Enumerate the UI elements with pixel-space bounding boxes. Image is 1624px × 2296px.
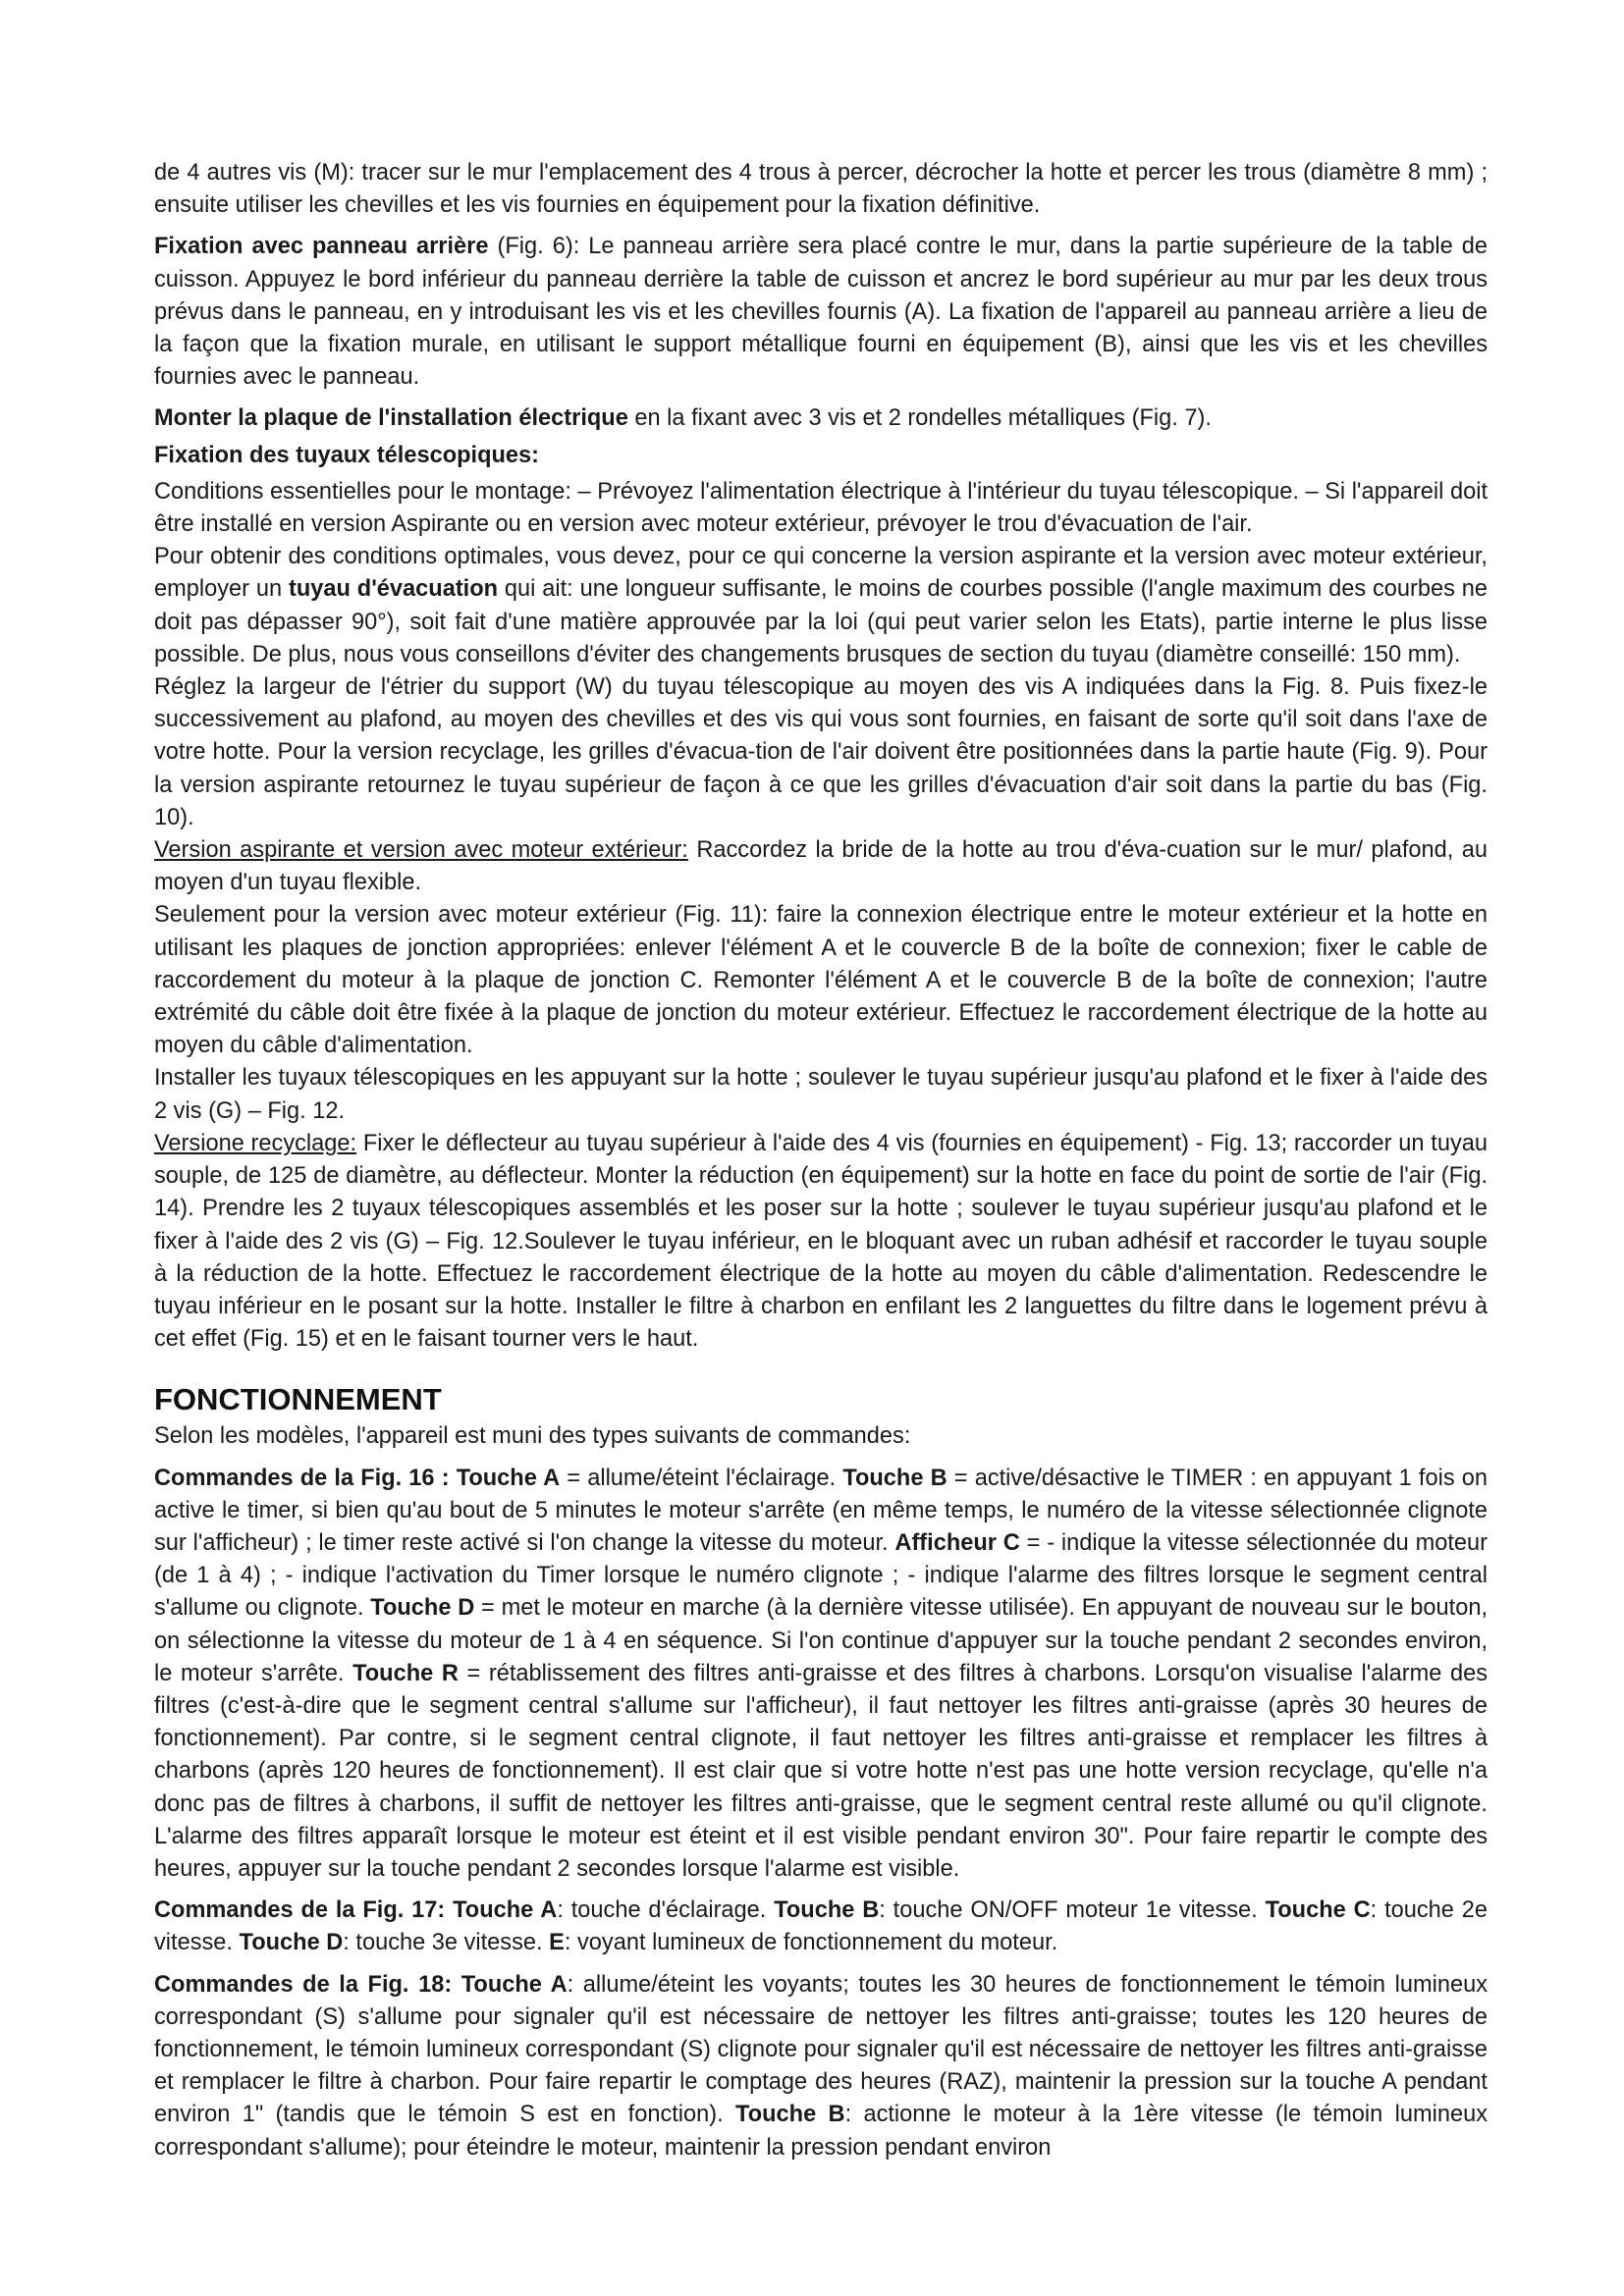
exhaust-pipe-after: qui ait: une longueur suffisante, le moins de courbes possible (l'angle maximum des courbes ne doit pas dépasser 90°), soit fait d'une matière approuvée par la loi (qui peut varier selon les Etats), partie interne le plus lisse possible. De plus, nous vous conseillons d'éviter des changements brusques de section du tuyau (diamètre conseillé: 150 mm). bbox=[154, 576, 1489, 667]
paragraph-install-pipes: Installer les tuyaux télescopiques en les appuyant sur la hotte ; soulever le tuyau supérieur jusqu'au plafond et le fixer à l'aide des 2 vis (G) – Fig. 12. bbox=[154, 1065, 1488, 1124]
fig17-text-e: : voyant lumineux de fonctionnement du moteur. bbox=[564, 1930, 1058, 1956]
paragraph-fig18-controls bbox=[154, 1969, 1488, 2164]
recycling-version-label: Versione recyclage: bbox=[154, 1130, 357, 1156]
electrical-plate-text: en la fixant avec 3 vis et 2 rondelles métalliques (Fig. 7). bbox=[627, 405, 1212, 432]
fig17-e: E bbox=[549, 1930, 565, 1956]
paragraph-fig16-controls bbox=[154, 1463, 1488, 1887]
fig18-text-a: : allume/éteint les voyants; toutes les 30 heures de fonctionnement le témoin lumineux correspondant (S) s'allume pour signaler qu'il est nécessaire de nettoyer les filtres anti-graisse; toutes les 120 heures de fonctionnement, le témoin lumineux correspondant (S) clignote pour signaler qu'il est nécessaire de nettoyer les filtres anti-graisse et remplacer le filtre à charbon. Pour faire repartir le comptage des heures (RAZ), maintenir la pression sur la touche A pendant environ 1" (tandis que le témoin S est en fonction). bbox=[154, 1971, 1488, 2128]
section-title: FONCTIONNEMENT bbox=[154, 1382, 442, 1417]
fig17-text-d: : touche 3e vitesse. bbox=[343, 1930, 550, 1956]
paragraph-aspirating-version bbox=[154, 834, 1488, 899]
fig16-text-d: = met le moteur en marche (à la dernière vitesse utilisée). En appuyant de nouveau sur le bouton, on sélectionne la vitesse du moteur de 1 à 4 en séquence. Si l'on continue d'appuyer sur la touche pendant 2 secondes environ, le moteur s'arrête. bbox=[154, 1595, 1489, 1686]
paragraph-external-motor: Seulement pour la version avec moteur extérieur (Fig. 11): faire la connexion électrique entre le moteur extérieur et la hotte en utilisant les plaques de jonction appropriées: enlever l'élément A et le couvercle B de la boîte de connexion; fixer le cable de raccordement du moteur à la plaque de jonction C. Remonter l'élément A et le couvercle B de la boîte de connexion; l'autre extrémité du câble doit être fixée à la plaque de jonction du moteur extérieur. Effectuez le raccordement électrique de la hotte au moyen du câble d'alimentation. bbox=[154, 902, 1488, 1059]
fig18-text-b: : actionne le moteur à la 1ère vitesse (le témoin lumineux correspondant s'allume); pour éteindre le moteur, maintenir la pression pendant environ bbox=[154, 2102, 1489, 2161]
paragraph-recycling-version bbox=[154, 1128, 1488, 1356]
paragraph-intro: Selon les modèles, l'appareil est muni des types suivants de commandes: bbox=[154, 1423, 911, 1450]
fig17-touche-c: Touche C bbox=[1265, 1897, 1371, 1924]
paragraph-electrical-plate bbox=[154, 402, 1488, 435]
document-page bbox=[154, 157, 1488, 2164]
fig16-text-a: = allume/éteint l'éclairage. bbox=[560, 1465, 843, 1491]
fig16-afficheur-c: Afficheur C bbox=[894, 1529, 1020, 1556]
paragraph-exhaust-pipe bbox=[154, 541, 1488, 671]
aspirating-version-text: Raccordez la bride de la hotte au trou d'éva-cuation sur le mur/ plafond, au moyen d'un tuyau flexible. bbox=[154, 837, 1488, 896]
fig16-touche-b: Touche B bbox=[842, 1465, 947, 1491]
fig17-label: Commandes de la Fig. 17: Touche A bbox=[154, 1897, 558, 1924]
exhaust-pipe-bold: tuyau d'évacuation bbox=[289, 576, 499, 603]
fig18-label: Commandes de la Fig. 18: Touche A bbox=[154, 1971, 568, 1998]
aspirating-version-label: Version aspirante et version avec moteur extérieur: bbox=[154, 837, 688, 864]
fig17-text-b: : touche ON/OFF moteur 1e vitesse. bbox=[879, 1897, 1266, 1924]
fig16-text-c: = - indique la vitesse sélectionnée du moteur (de 1 à 4) ; - indique l'activation du Timer lorsque le numéro clignote ; - indique l'alarme des filtres lorsque le segment central s'allume ou clignote. bbox=[154, 1529, 1489, 1622]
paragraph-bracket: Réglez la largeur de l'étrier du support (W) du tuyau télescopique au moyen des vis A indiquées dans la Fig. 8. Puis fixez-le successivement au plafond, au moyen des chevilles et des vis qui vous sont fournies, en faisant de sorte qu'il soit dans l'axe de votre hotte. Pour la version recyclage, les grilles d'évacua-tion de l'air doivent être positionnées dans la partie haute (Fig. 9). Pour la version aspirante retournez le tuyau supérieur de façon à ce que les grilles d'évacuation d'air soit dans la partie du bas (Fig. 10). bbox=[154, 674, 1488, 830]
fig16-touche-r: Touche R bbox=[352, 1660, 459, 1686]
electrical-plate-label: Monter la plaque de l'installation électrique bbox=[154, 405, 628, 432]
fig17-touche-d: Touche D bbox=[239, 1930, 344, 1956]
fig17-touche-b: Touche B bbox=[774, 1897, 880, 1924]
paragraph-fig17-controls bbox=[154, 1895, 1488, 1959]
paragraph-back-panel bbox=[154, 231, 1488, 394]
fig17-text-a: : touche d'éclairage. bbox=[557, 1897, 775, 1924]
fig16-text-b: = active/désactive le TIMER : en appuyant 1 fois on active le timer, si bien qu'au bout de 5 minutes le moteur s'arrête (en même temps, le numéro de la vitesse sélectionnée clignote sur l'afficheur) ; le timer reste activé si l'on change la vitesse du moteur. bbox=[154, 1465, 1488, 1556]
back-panel-text: (Fig. 6): Le panneau arrière sera placé contre le mur, dans la partie supérieure de la table de cuisson. Appuyez le bord inférieur du panneau derrière la table de cuisson et ancrez le bord supérieur au mur par les deux trous prévus dans le panneau, en y introduisant les vis et les chevilles fournis (A). La fixation de l'appareil au panneau arrière a lieu de la façon que la fixation murale, en utilisant le support métallique fourni en équipement (B), ainsi que les vis et les chevilles fournies avec le panneau. bbox=[154, 234, 1489, 391]
fig16-touche-d: Touche D bbox=[370, 1595, 475, 1622]
fig17-text-c: : touche 2e vitesse. bbox=[154, 1897, 1489, 1956]
paragraph-wall-fixing: de 4 autres vis (M): tracer sur le mur l'emplacement des 4 trous à percer, décrocher la hotte et percer les trous (diamètre 8 mm) ; ensuite utiliser les chevilles et les vis fournies en équipement pour la fixation définitive. bbox=[154, 160, 1488, 219]
fig16-text-r: = rétablissement des filtres anti-graisse et des filtres à charbons. Lorsqu'on visualise l'alarme des filtres (c'est-à-dire que le segment central s'allume sur l'afficheur), il faut nettoyer les filtres anti-graisse (après 30 heures de fonctionnement). Par contre, si le segment central clignote, il faut nettoyer les filtres anti-graisse et remplacer les filtres à charbons (après 120 heures de fonctionnement). Il est clair que si votre hotte n'est pas une hotte version recyclage, qu'elle n'a donc pas de filtres à charbons, il suffit de nettoyer les filtres anti-graisse, que le segment central reste allumé ou qu'il clignote. L'alarme des filtres apparaît lorsque le moteur est éteint et il est visible pendant environ 30". Pour faire repartir le compte des heures, appuyer sur la touche pendant 2 secondes lorsque l'alarme est visible. bbox=[154, 1660, 1488, 1882]
fig18-touche-b: Touche B bbox=[735, 2102, 845, 2128]
exhaust-pipe-before: Pour obtenir des conditions optimales, vous devez, pour ce qui concerne la version aspirante et la version avec moteur extérieur, employer un bbox=[154, 544, 1488, 603]
fig16-label: Commandes de la Fig. 16 : Touche A bbox=[154, 1465, 561, 1491]
back-panel-label: Fixation avec panneau arrière bbox=[154, 234, 489, 260]
telescopic-pipes-heading: Fixation des tuyaux télescopiques: bbox=[154, 442, 540, 468]
paragraph-conditions: Conditions essentielles pour le montage: – Prévoyez l'alimentation électrique à l'intérieur du tuyau télescopique. – Si l'appareil doit être installé en version Aspirante ou en version avec moteur extérieur, prévoyer le trou d'évacuation de l'air. bbox=[154, 478, 1488, 538]
recycling-version-text: Fixer le déflecteur au tuyau supérieur à l'aide des 4 vis (fournies en équipement) - Fig. 13; raccorder un tuyau souple, de 125 de diamètre, au déflecteur. Monter la réduction (en équipement) sur la hotte en face du point de sortie de l'air (Fig. 14). Prendre les 2 tuyaux télescopiques assemblés et les poser sur la hotte ; soulever le tuyau supérieur jusqu'au plafond et le fixer à l'aide des 2 vis (G) – Fig. 12.Soulever le tuyau inférieur, en le bloquant avec un ruban adhésif et raccorder le tuyau souple à la réduction de la hotte. Effectuez le raccordement électrique de la hotte au moyen du câble d'alimentation. Redescendre le tuyau inférieur en le posant sur la hotte. Installer le filtre à charbon en enfilant les 2 languettes du filtre dans le logement prévu à cet effet (Fig. 15) et en le faisant tourner vers le haut. bbox=[154, 1130, 1488, 1353]
